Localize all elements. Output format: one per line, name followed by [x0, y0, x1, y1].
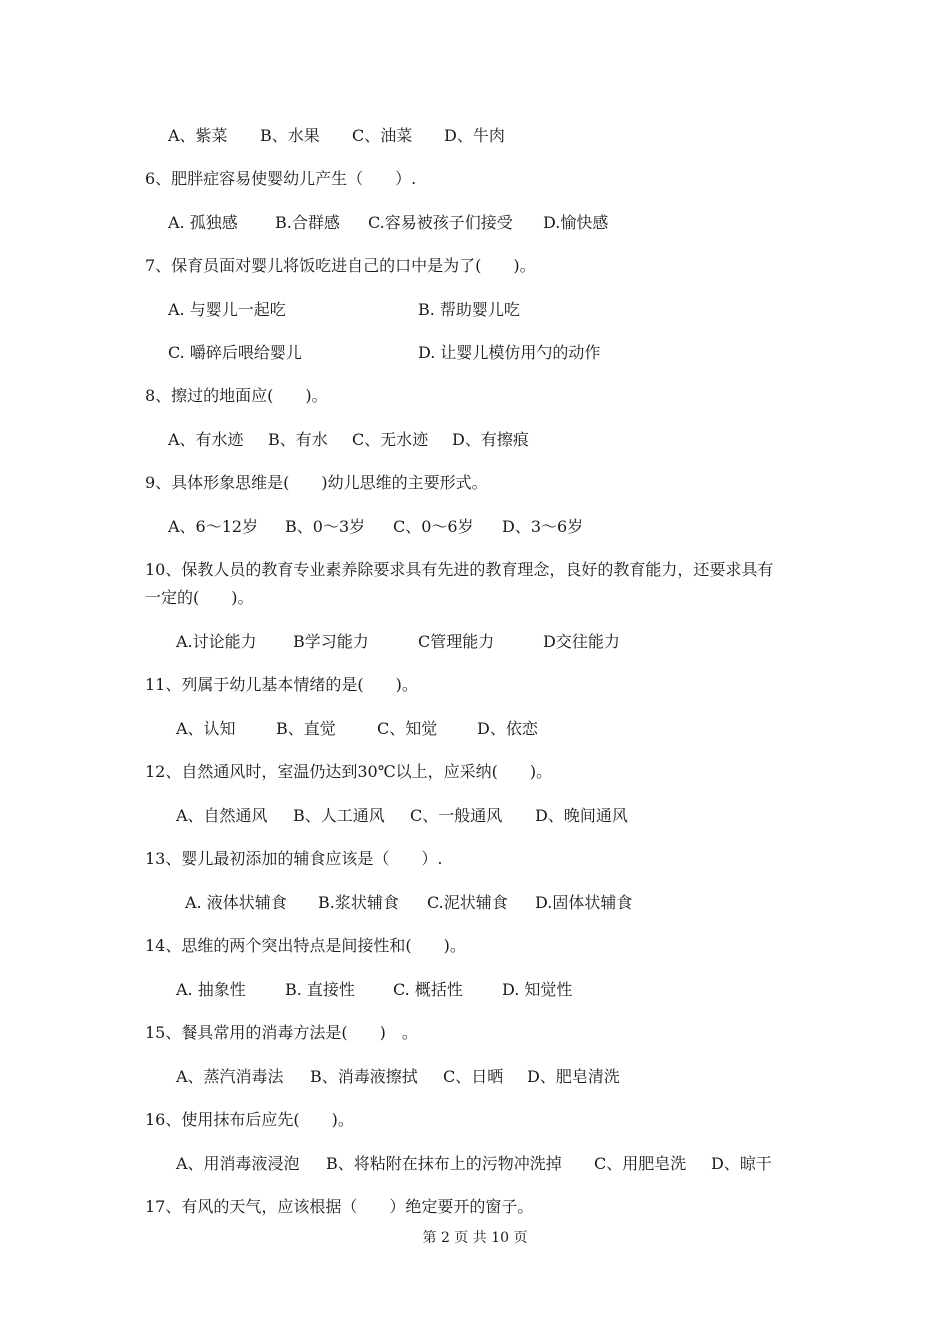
question-text: 14、思维的两个突出特点是间接性和( )。 [145, 936, 466, 955]
question-8-options [0, 428, 950, 452]
question-text: 9、具体形象思维是( )幼儿思维的主要形式。 [145, 473, 488, 492]
question-text-continued: 一定的( )。 [145, 588, 254, 607]
option-c: C. 嚼碎后喂给婴儿 [168, 343, 302, 362]
option-c: C、0～6岁 [393, 517, 474, 536]
question-6-options [0, 211, 950, 235]
page-number-footer: 第 2 页 共 10 页 [422, 1230, 528, 1246]
question-15-options [0, 1065, 950, 1089]
option-b: B. 帮助婴儿吃 [418, 300, 520, 319]
question-9-stem [0, 471, 950, 495]
question-7-options-row2 [0, 341, 950, 365]
option-a: A、认知 [176, 719, 236, 738]
option-d: D. 让婴儿模仿用勺的动作 [418, 343, 601, 362]
option-d: D、肥皂清洗 [527, 1067, 620, 1086]
question-14-stem [0, 934, 950, 958]
option-c: C管理能力 [418, 632, 495, 651]
option-b: B、消毒液擦拭 [310, 1067, 418, 1086]
question-10-stem-line2 [0, 586, 950, 610]
option-a: A. 孤独感 [168, 213, 238, 232]
question-text: 8、擦过的地面应( )。 [145, 386, 328, 405]
option-b: B、有水 [268, 430, 328, 449]
option-c: C、用肥皂洗 [594, 1154, 687, 1173]
option-d: D、依恋 [477, 719, 538, 738]
option-d: D. 知觉性 [502, 980, 573, 999]
question-6-stem [0, 167, 950, 191]
question-13-options [0, 891, 950, 915]
option-c: C、一般通风 [410, 806, 503, 825]
option-a: A、紫菜 [168, 126, 228, 145]
option-a: A. 与婴儿一起吃 [168, 300, 286, 319]
option-b: B、将粘附在抹布上的污物冲洗掉 [326, 1154, 562, 1173]
option-b: B. 直接性 [285, 980, 355, 999]
question-11-options [0, 717, 950, 741]
question-16-stem [0, 1108, 950, 1132]
question-text: 12、自然通风时，室温仍达到30℃以上，应采纳( )。 [145, 762, 553, 781]
option-b: B学习能力 [293, 632, 369, 651]
option-c: C、知觉 [377, 719, 438, 738]
option-d: D、晾干 [711, 1154, 772, 1173]
option-a: A、6～12岁 [168, 517, 259, 536]
question-10-stem-line1 [0, 558, 950, 582]
question-16-options [0, 1152, 950, 1176]
option-c: C、日晒 [443, 1067, 504, 1086]
question-7-options-row1 [0, 298, 950, 322]
option-b: B、0～3岁 [285, 517, 366, 536]
option-a: A、用消毒液浸泡 [176, 1154, 300, 1173]
option-a: A、自然通风 [176, 806, 268, 825]
question-15-stem [0, 1021, 950, 1045]
question-12-options [0, 804, 950, 828]
option-a: A、有水迹 [168, 430, 244, 449]
question-10-options [0, 630, 950, 654]
option-b: B.浆状辅食 [318, 893, 399, 912]
option-b: B.合群感 [275, 213, 340, 232]
question-text: 16、使用抹布后应先( )。 [145, 1110, 354, 1129]
question-17-stem [0, 1195, 950, 1219]
option-a: A. 抽象性 [176, 980, 246, 999]
question-text: 11、列属于幼儿基本情绪的是( )。 [145, 675, 418, 694]
question-12-stem [0, 760, 950, 784]
option-d: D、有擦痕 [452, 430, 529, 449]
option-c: C. 概括性 [393, 980, 463, 999]
option-d: D交往能力 [543, 632, 620, 651]
option-d: D.愉快感 [543, 213, 609, 232]
question-7-stem [0, 254, 950, 278]
option-a: A.讨论能力 [176, 632, 257, 651]
question-11-stem [0, 673, 950, 697]
option-c: C.容易被孩子们接受 [368, 213, 513, 232]
question-text: 13、婴儿最初添加的辅食应该是（ ）. [145, 849, 443, 868]
option-a: A、蒸汽消毒法 [176, 1067, 284, 1086]
option-c: C、无水迹 [352, 430, 429, 449]
question-8-stem [0, 384, 950, 408]
question-text: 7、保育员面对婴儿将饭吃进自己的口中是为了( )。 [145, 256, 536, 275]
question-5-options [0, 124, 950, 148]
option-d: D、晚间通风 [535, 806, 628, 825]
option-a: A. 液体状辅食 [185, 893, 287, 912]
question-text: 10、保教人员的教育专业素养除要求具有先进的教育理念，良好的教育能力，还要求具有 [145, 560, 774, 579]
question-text: 6、肥胖症容易使婴幼儿产生（ ）. [145, 169, 417, 188]
option-c: C.泥状辅食 [427, 893, 508, 912]
question-14-options [0, 978, 950, 1002]
question-9-options [0, 515, 950, 539]
option-d: D.固体状辅食 [535, 893, 633, 912]
option-b: B、水果 [260, 126, 320, 145]
question-13-stem [0, 847, 950, 871]
question-text: 15、餐具常用的消毒方法是( ) 。 [145, 1023, 418, 1042]
option-d: D、3～6岁 [502, 517, 584, 536]
option-b: B、直觉 [276, 719, 336, 738]
question-text: 17、有风的天气，应该根据（ ）绝定要开的窗子。 [145, 1197, 534, 1216]
option-c: C、油菜 [352, 126, 413, 145]
option-b: B、人工通风 [293, 806, 385, 825]
option-d: D、牛肉 [444, 126, 505, 145]
